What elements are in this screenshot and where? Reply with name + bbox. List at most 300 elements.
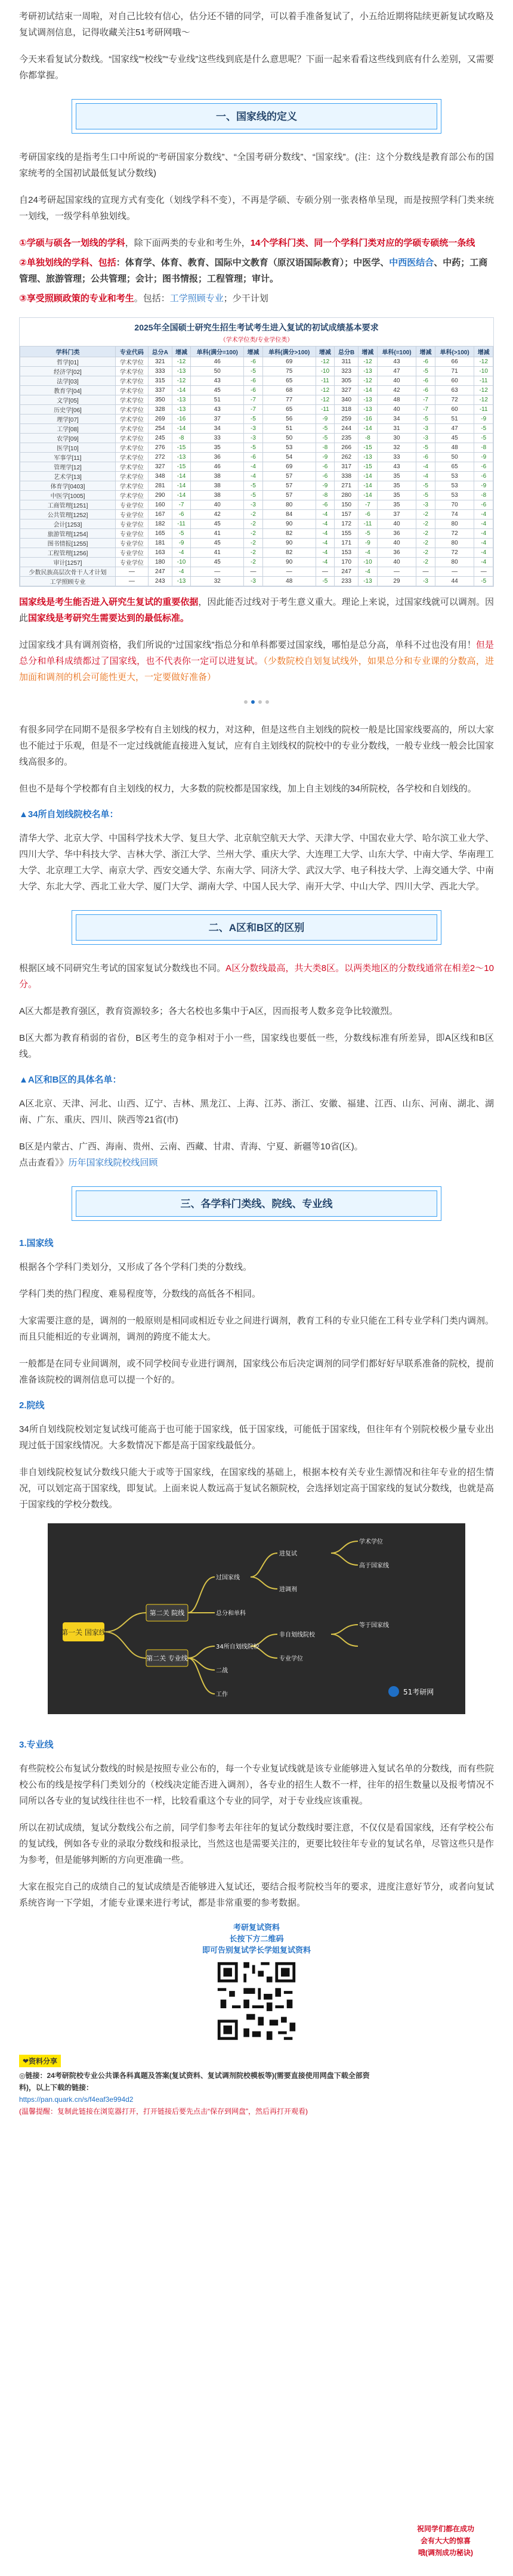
table-cell: -11 <box>316 405 335 415</box>
table-cell: 272 <box>148 453 172 462</box>
table-cell: -11 <box>316 376 335 386</box>
table-cell: -12 <box>359 376 378 386</box>
table-cell: -12 <box>474 386 493 395</box>
table-cell: -2 <box>244 519 263 529</box>
table-cell: 69 <box>262 357 316 367</box>
s3-paragraph-1: 根据各个学科门类划分，又形成了各个学科门类的分数线。 <box>19 1262 252 1272</box>
score-table-subtitle: （学术学位类/专业学位类） <box>220 337 293 344</box>
table-row <box>20 405 493 415</box>
mindmap-leaf-8: 工作 <box>216 1691 228 1698</box>
s3-paragraph-8: 所以在初试成绩，复试分数线公布之前，同学们参考去年往年的复试分数线时要注意，不仅仅是看国家线，还有学校公布的复试线，例如各专业的录取分数线和报录比，当然这也是需要关注的，更要比较往年专业的复试名单，尽管这些只是作为参考，但是能够判断的方向更准确一些。 <box>19 1823 494 1865</box>
table-cell: 33 <box>191 434 244 443</box>
table-cell: 图书情报[1255] <box>20 539 116 548</box>
table-cell: 45 <box>191 386 244 395</box>
section-header-1 <box>72 99 441 134</box>
table-cell: -9 <box>474 481 493 491</box>
table-row <box>20 500 493 510</box>
table-cell: 50 <box>191 367 244 376</box>
table-cell: 80 <box>262 500 316 510</box>
table-cell: 54 <box>262 453 316 462</box>
table-cell: 290 <box>148 491 172 500</box>
table-cell: 163 <box>148 548 172 558</box>
table-cell: 53 <box>435 491 474 500</box>
table-cell: 40 <box>377 405 416 415</box>
table-cell: -12 <box>316 357 335 367</box>
table-cell: 259 <box>335 415 359 424</box>
table-cell: -14 <box>359 491 378 500</box>
table-cell: 90 <box>262 519 316 529</box>
table-cell: -14 <box>359 386 378 395</box>
table-cell: 学术学位 <box>115 395 148 405</box>
table-cell: -6 <box>244 453 263 462</box>
s3-paragraph-9: 大家在报完自己的成绩自己的复试成绩是否能够进入复试还，要结合报考院校当年的要求，进度注意好节分，或者向复试系统咨询一下学姐，才能专业课来进行考试，都是非常重要的参考数据。 <box>19 1882 494 1908</box>
table-cell: 学术学位 <box>115 462 148 472</box>
table-cell: -5 <box>359 529 378 539</box>
table-cell: 专业学位 <box>115 539 148 548</box>
table-cell: 工程管理[1256] <box>20 548 116 558</box>
table-cell: -8 <box>359 434 378 443</box>
table-cell: -10 <box>474 367 493 376</box>
table-cell: -2 <box>416 548 435 558</box>
division-item-2: ②单独划线的学科、包括：体育学、体育、教育、国际中文教育（原汉语国际教育）；中医学、中西医结合、中药；工商管理、旅游管理；公共管理；会计；图书情报；工程管理；审计。 <box>19 258 488 284</box>
table-cell: -5 <box>244 367 263 376</box>
table-cell: -7 <box>244 405 263 415</box>
table-cell: -4 <box>316 548 335 558</box>
table-cell: -15 <box>172 462 191 472</box>
table-cell: -2 <box>244 548 263 558</box>
mindmap-leaf-3: 非自划线院校 <box>279 1632 315 1638</box>
table-cell: -14 <box>359 481 378 491</box>
table-cell: 72 <box>435 529 474 539</box>
table-cell: 171 <box>335 539 359 548</box>
table-cell: -4 <box>416 472 435 481</box>
table-cell: 45 <box>191 519 244 529</box>
table-cell: 65 <box>262 405 316 415</box>
table-cell: -2 <box>416 529 435 539</box>
table-cell: -14 <box>359 424 378 434</box>
table-cell: -5 <box>416 367 435 376</box>
major-line-heading: 3.专业线 <box>19 1740 54 1750</box>
score-table-title: 2025年全国硕士研究生招生考试考生进入复试的初试成绩基本要求 <box>20 318 493 335</box>
table-cell: -2 <box>416 539 435 548</box>
table-cell: 180 <box>148 558 172 567</box>
table-cell: 327 <box>335 386 359 395</box>
table-cell: — <box>474 567 493 577</box>
self-line-schools-heading: ▲34所自划线院校名单： <box>19 809 119 820</box>
table-cell: -6 <box>316 472 335 481</box>
table-cell: -3 <box>416 577 435 586</box>
table-cell: -13 <box>172 367 191 376</box>
table-cell: -14 <box>172 386 191 395</box>
table-cell: 157 <box>335 510 359 519</box>
table-cell: 80 <box>435 539 474 548</box>
table-cell: 专业学位 <box>115 510 148 519</box>
table-cell: -4 <box>474 539 493 548</box>
table-cell: -6 <box>316 462 335 472</box>
table-header-cell: 总分B <box>335 347 359 357</box>
table-cell: 公共管理[1252] <box>20 510 116 519</box>
table-cell: -13 <box>359 367 378 376</box>
table-cell: 学术学位 <box>115 453 148 462</box>
table-row <box>20 558 493 567</box>
table-cell: 41 <box>191 548 244 558</box>
table-cell: 农学[09] <box>20 434 116 443</box>
mindmap-leaf-7: 二战 <box>216 1668 228 1674</box>
table-row <box>20 548 493 558</box>
table-cell: 学术学位 <box>115 367 148 376</box>
table-cell: -16 <box>172 415 191 424</box>
history-line-link[interactable]: 历年国家线院校线回顾 <box>68 1158 158 1168</box>
table-cell: -3 <box>244 434 263 443</box>
table-row <box>20 453 493 462</box>
table-cell: 理学[07] <box>20 415 116 424</box>
carousel-dot[interactable] <box>244 700 248 704</box>
table-cell: 71 <box>435 367 474 376</box>
table-cell: -11 <box>474 405 493 415</box>
table-cell: -3 <box>416 500 435 510</box>
mindmap-leaf-10: 学术学位 <box>359 1539 383 1545</box>
table-cell: 40 <box>377 539 416 548</box>
table-cell: 48 <box>377 395 416 405</box>
table-cell: 32 <box>191 577 244 586</box>
table-cell: -9 <box>316 453 335 462</box>
table-cell: -7 <box>416 395 435 405</box>
score-table <box>20 346 493 586</box>
table-cell: 专业学位 <box>115 519 148 529</box>
table-cell: -8 <box>474 491 493 500</box>
table-cell: 46 <box>191 462 244 472</box>
table-cell: 医学[10] <box>20 443 116 453</box>
table-cell: -4 <box>474 548 493 558</box>
table-cell: -4 <box>316 539 335 548</box>
table-cell: 会计[1253] <box>20 519 116 529</box>
table-cell: -13 <box>172 405 191 415</box>
mindmap-logo-text: 51考研网 <box>403 1688 434 1696</box>
table-cell: 工学照顾专业 <box>20 577 116 586</box>
s3-paragraph-3: 大家需要注意的是，调剂的一般原则是相同或相近专业之间进行调剂，教育工科的专业只能在工科专业学科门类内调剂。而且只能相近的专业调剂，调剂的跨度不能太大。 <box>19 1316 494 1342</box>
mindmap-branch-1-text: 第二关 院线 <box>149 1609 185 1617</box>
table-cell: -2 <box>244 558 263 567</box>
table-cell: -4 <box>316 558 335 567</box>
table-header-cell: 单科(=100) <box>377 347 416 357</box>
table-cell: 管理学[12] <box>20 462 116 472</box>
table-cell: 31 <box>377 424 416 434</box>
table-cell: 69 <box>262 462 316 472</box>
table-cell: -12 <box>474 357 493 367</box>
table-header-cell: 单科(满分=100) <box>191 347 244 357</box>
mindmap-logo <box>388 1686 434 1697</box>
table-header-cell: 增减 <box>359 347 378 357</box>
mindmap-leaf-4: 总分和单科 <box>216 1610 246 1617</box>
table-cell: 文学[05] <box>20 395 116 405</box>
table-cell: 43 <box>377 462 416 472</box>
table-header-cell: 总分A <box>148 347 172 357</box>
table-cell: 75 <box>262 367 316 376</box>
table-cell: 269 <box>148 415 172 424</box>
table-cell: -13 <box>359 395 378 405</box>
table-cell: 35 <box>377 500 416 510</box>
table-cell: -9 <box>474 415 493 424</box>
tcm-link[interactable]: 中西医结合 <box>389 258 434 268</box>
table-cell: 155 <box>335 529 359 539</box>
table-cell: 40 <box>191 500 244 510</box>
table-cell: 专业学位 <box>115 548 148 558</box>
table-cell: -14 <box>172 491 191 500</box>
table-cell: 33 <box>377 453 416 462</box>
table-cell: -4 <box>172 567 191 577</box>
table-cell: 少数民族高层次骨干人才计划 <box>20 567 116 577</box>
table-cell: 法学[03] <box>20 376 116 386</box>
table-row <box>20 443 493 453</box>
table-cell: — <box>244 567 263 577</box>
table-cell: 45 <box>435 434 474 443</box>
resource-share-link[interactable]: https://pan.quark.cn/s/f4eaf3e994d2 <box>19 2095 134 2104</box>
table-header-cell: 增减 <box>416 347 435 357</box>
mindmap-leaf-2: 34所自划线院校 <box>216 1644 259 1650</box>
table-cell: -6 <box>316 500 335 510</box>
table-cell: -6 <box>244 386 263 395</box>
table-cell: -9 <box>474 453 493 462</box>
self-line-schools-list: 清华大学、北京大学、中国科学技术大学、复旦大学、北京航空航天大学、天津大学、中国农业大学、哈尔滨工业大学、四川大学、华中科技大学、吉林大学、浙江大学、兰州大学、重庆大学、大连理工大学、山东大学、中南大学、华南理工大学、北京理工大学、南京大学、西安交通大学、东南大学、同济大学、武汉大学、电子科技大学、上海交通大学、中南大学、东北大学、西北工业大学、厦门大学、湖南大学、中国人民大学、南开大学、中山大学、四川大学、西北大学。 <box>19 833 494 892</box>
qr-code-icon[interactable] <box>215 1959 298 2043</box>
table-cell: 艺术学[13] <box>20 472 116 481</box>
table-cell: 311 <box>335 357 359 367</box>
table-cell: 历史学[06] <box>20 405 116 415</box>
table-row <box>20 357 493 367</box>
s1-paragraph-2: 自24考研起国家线的宣现方式有变化（划线学科不变），不再是学硕、专硕分别一张表格单呈现，而是按照学科门类来统一划线，一级学科单独划线。 <box>19 195 494 221</box>
table-cell: 45 <box>191 558 244 567</box>
table-cell: -8 <box>316 491 335 500</box>
carousel-dot[interactable] <box>265 700 269 704</box>
sticker-line-2: 会有大大的惊喜 <box>420 2537 471 2545</box>
table-cell: -12 <box>172 357 191 367</box>
table-cell: 72 <box>435 548 474 558</box>
engineering-care-link[interactable]: 工学照顾专业 <box>169 293 224 304</box>
table-cell: 328 <box>148 405 172 415</box>
table-cell: 165 <box>148 529 172 539</box>
table-cell: -12 <box>474 395 493 405</box>
table-cell: -6 <box>416 376 435 386</box>
table-cell: 38 <box>191 472 244 481</box>
table-cell: — <box>115 567 148 577</box>
table-cell: 333 <box>148 367 172 376</box>
table-cell: 审计[1257] <box>20 558 116 567</box>
table-cell: -10 <box>316 367 335 376</box>
table-cell: -9 <box>359 539 378 548</box>
table-cell: -14 <box>172 481 191 491</box>
table-cell: 337 <box>148 386 172 395</box>
table-cell: 254 <box>148 424 172 434</box>
table-cell: -15 <box>359 462 378 472</box>
resource-share <box>19 2055 494 2117</box>
table-cell: -5 <box>244 415 263 424</box>
mindmap-leaf-9: 专业学位 <box>279 1656 303 1662</box>
table-cell: 170 <box>335 558 359 567</box>
table-cell: 245 <box>148 434 172 443</box>
table-cell: 350 <box>148 395 172 405</box>
table-cell: 学术学位 <box>115 481 148 491</box>
table-cell: 43 <box>377 357 416 367</box>
school-line-heading: 2.院线 <box>19 1400 45 1411</box>
s1-paragraph-4: 过国家线才具有调剂资格，我们所说的“过国家线”指总分和单科都要过国家线，哪怕是总分高，单科不过也没有用！但是总分和单科成绩都过了国家线，也不代表你一定可以进复试。（少数院校自划复试线外，如果总分和专业课的分数高，进加面和调剂的机会可能性更大，一定要做好准备） <box>19 640 494 682</box>
table-cell: -14 <box>359 472 378 481</box>
table-cell: 专业学位 <box>115 529 148 539</box>
table-cell: 学术学位 <box>115 357 148 367</box>
table-cell: -9 <box>316 481 335 491</box>
table-cell: 38 <box>191 491 244 500</box>
table-cell: 153 <box>335 548 359 558</box>
table-row <box>20 510 493 519</box>
table-cell: -14 <box>172 424 191 434</box>
table-cell: 34 <box>377 415 416 424</box>
table-cell: -5 <box>416 481 435 491</box>
table-cell: -6 <box>244 357 263 367</box>
table-cell: 学术学位 <box>115 491 148 500</box>
table-cell: -9 <box>172 539 191 548</box>
table-cell: -8 <box>474 443 493 453</box>
table-cell: 学术学位 <box>115 424 148 434</box>
table-cell: 77 <box>262 395 316 405</box>
qr-line-2: 长按下方二维码 <box>229 1934 284 1943</box>
table-cell: 90 <box>262 539 316 548</box>
region-a-list: A区北京、天津、河北、山西、辽宁、吉林、黑龙江、上海、江苏、浙江、安徽、福建、江西、山东、河南、湖北、湖南、广东、重庆、四川、陕西等21省(市) <box>19 1099 494 1125</box>
table-cell: 学术学位 <box>115 443 148 453</box>
carousel-dot[interactable] <box>258 700 262 704</box>
table-cell: 315 <box>148 376 172 386</box>
table-cell: 57 <box>262 481 316 491</box>
table-header-cell: 单科(满分>100) <box>262 347 316 357</box>
table-cell: -6 <box>474 462 493 472</box>
table-cell: 专业学位 <box>115 500 148 510</box>
table-cell: -2 <box>244 529 263 539</box>
table-cell: — <box>316 567 335 577</box>
table-cell: — <box>416 567 435 577</box>
table-cell: 233 <box>335 577 359 586</box>
table-cell: 学术学位 <box>115 376 148 386</box>
corner-sticker <box>395 2523 496 2559</box>
table-header-cell: 增减 <box>172 347 191 357</box>
table-cell: -4 <box>244 462 263 472</box>
table-cell: 51 <box>262 424 316 434</box>
score-table-image <box>19 317 494 587</box>
table-cell: 35 <box>377 472 416 481</box>
section-title-3: 三、各学科门类线、院线、专业线 <box>76 1190 437 1217</box>
table-cell: 学术学位 <box>115 405 148 415</box>
table-cell: -4 <box>316 529 335 539</box>
table-cell: 35 <box>377 491 416 500</box>
table-cell: -6 <box>416 386 435 395</box>
table-cell: 80 <box>435 519 474 529</box>
national-line-heading: 1.国家线 <box>19 1238 54 1248</box>
table-cell: 专业学位 <box>115 558 148 567</box>
table-cell: -12 <box>172 376 191 386</box>
table-cell: 47 <box>435 424 474 434</box>
table-cell: -3 <box>244 577 263 586</box>
s1-paragraph-1: 考研国家线的是指考生口中所说的“考研国家分数线”、“全国考研分数线”、“国家线”。(注：这个分数线是教育部公布的国家统考的全国初试最低复试分数线) <box>19 152 494 178</box>
table-cell: — <box>377 567 416 577</box>
table-cell: 181 <box>148 539 172 548</box>
table-cell: 48 <box>262 577 316 586</box>
table-cell: 29 <box>377 577 416 586</box>
table-cell: 38 <box>191 481 244 491</box>
s3-paragraph-6: 非自划线院校复试分数线只能大于或等于国家线，在国家线的基础上，根据本校有关专业生源情况和往年专业的招生情况，可以划定高于国家线，即复试。上面来说人数远高于复试名额院校，会选择划定高于国家线的复试分数线，也就是高于国家线的学校分数线。 <box>19 1467 494 1510</box>
division-list <box>19 235 494 307</box>
mindmap-leaf-1: 过国家线 <box>216 1575 240 1581</box>
table-cell: -4 <box>316 519 335 529</box>
table-cell: 53 <box>435 472 474 481</box>
table-header-cell: 专业代码 <box>115 347 148 357</box>
table-cell: -3 <box>244 424 263 434</box>
table-cell: 军事学[11] <box>20 453 116 462</box>
table-row <box>20 539 493 548</box>
table-cell: 340 <box>335 395 359 405</box>
table-cell: -3 <box>416 434 435 443</box>
carousel-dots[interactable] <box>19 696 494 706</box>
table-cell: 82 <box>262 529 316 539</box>
table-cell: 160 <box>148 500 172 510</box>
region-list-heading: ▲A区和B区的具体名单： <box>19 1075 122 1085</box>
table-row <box>20 519 493 529</box>
table-cell: -5 <box>244 491 263 500</box>
table-cell: -11 <box>359 519 378 529</box>
table-cell: 56 <box>262 415 316 424</box>
table-cell: -12 <box>316 395 335 405</box>
table-cell: 235 <box>335 434 359 443</box>
table-cell: 35 <box>191 443 244 453</box>
table-cell: -4 <box>172 548 191 558</box>
table-cell: 244 <box>335 424 359 434</box>
table-cell: 90 <box>262 558 316 567</box>
table-cell: -6 <box>416 453 435 462</box>
table-cell: -15 <box>172 443 191 453</box>
table-cell: -15 <box>359 443 378 453</box>
qr-section <box>19 1922 494 2050</box>
table-header-cell: 增减 <box>244 347 263 357</box>
table-cell: -8 <box>316 443 335 453</box>
table-cell: -5 <box>474 577 493 586</box>
table-cell: 172 <box>335 519 359 529</box>
table-cell: -4 <box>316 510 335 519</box>
table-cell: 82 <box>262 548 316 558</box>
table-cell: 65 <box>262 376 316 386</box>
table-cell: -3 <box>244 500 263 510</box>
table-cell: 中医学[1005] <box>20 491 116 500</box>
table-cell: -6 <box>359 510 378 519</box>
s1-paragraph-3: 国家线是考生能否进入研究生复试的重要依据，因此能否过线对于考生意义重大。理论上来说，过国家线就可以调剂。因此国家线是考研究生需要达到的最低标准。 <box>19 597 494 623</box>
table-row <box>20 376 493 386</box>
table-cell: 40 <box>377 519 416 529</box>
table-cell: -13 <box>172 395 191 405</box>
s2-paragraph-3: B区大都为教育稍弱的省份，B区考生的竞争相对于小一些，国家线也要低一些，分数线标准有所差异，即A区线和B区线。 <box>19 1033 494 1059</box>
table-cell: 317 <box>335 462 359 472</box>
table-header-cell: 学科门类 <box>20 347 116 357</box>
table-cell: 50 <box>262 434 316 443</box>
table-cell: — <box>115 577 148 586</box>
table-cell: -3 <box>416 424 435 434</box>
table-cell: -2 <box>416 510 435 519</box>
table-cell: -6 <box>474 472 493 481</box>
table-cell: 工学[08] <box>20 424 116 434</box>
mindmap-leaf-6: 进调剂 <box>279 1587 297 1593</box>
table-cell: 48 <box>435 443 474 453</box>
table-cell: -5 <box>316 434 335 443</box>
carousel-dot-active[interactable] <box>251 700 255 704</box>
table-cell: -5 <box>244 443 263 453</box>
table-cell: 243 <box>148 577 172 586</box>
table-cell: 167 <box>148 510 172 519</box>
section-header-2 <box>72 910 441 945</box>
table-cell: 36 <box>377 548 416 558</box>
